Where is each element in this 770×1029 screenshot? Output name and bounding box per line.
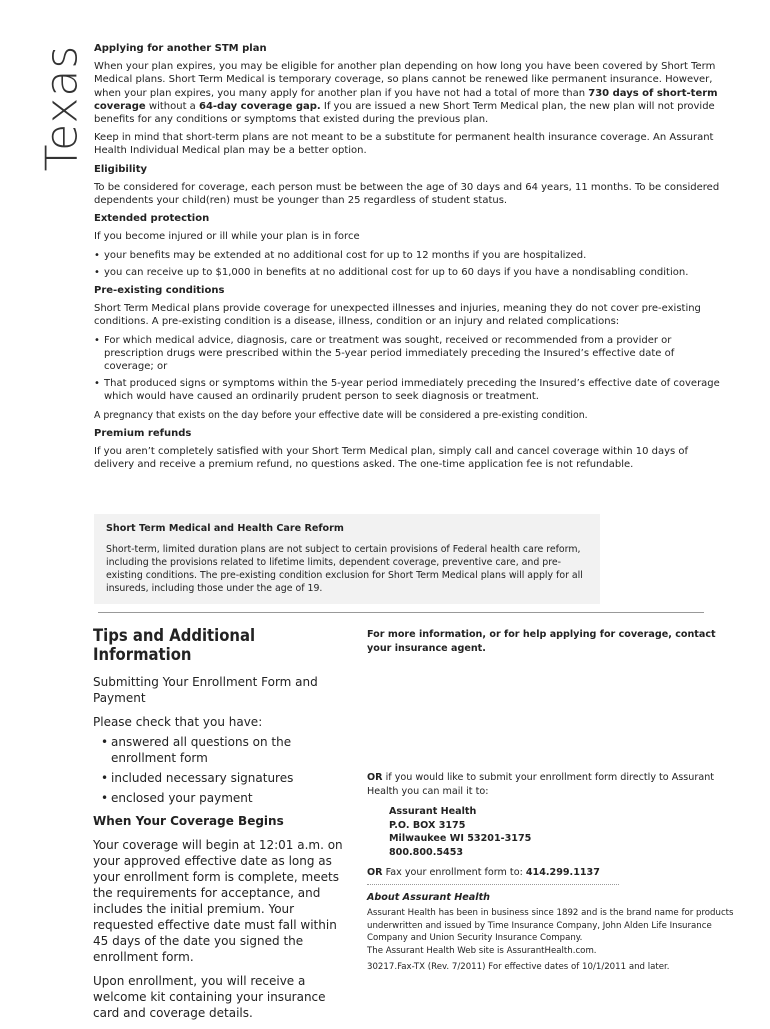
- coverage-paragraph-1: Your coverage will begin at 12:01 a.m. on your approved effective date as long as your enrollment form is complete, meets the requirements for acceptance, and includes the initial premium. Your requested effective date must fall within 45 days of the date you signed the enrollment form.: [93, 838, 343, 964]
- paragraph-refunds: If you aren’t completely satisfied with your Short Term Medical plan, simply call and cancel coverage within 10 days of delivery and receive a premium refund, no questions asked. The one-time application fee is not refundable.: [94, 446, 689, 471]
- list-item: • enclosed your payment: [101, 790, 349, 806]
- check-text: Please check that you have:: [93, 715, 263, 729]
- mailing-address: Assurant Health P.O. BOX 3175 Milwaukee WI 53201-3175 800.800.5453: [389, 806, 532, 858]
- list-item: • answered all questions on the enrollment form: [101, 734, 349, 766]
- heading-another-plan: Applying for another STM plan: [94, 43, 267, 54]
- mail-section: [367, 771, 737, 978]
- reform-heading: Short Term Medical and Health Care Reform: [106, 523, 344, 534]
- paragraph-extended: If you become injured or ill while your plan is in force: [94, 231, 360, 243]
- mail-text: OR if you would like to submit your enrollment form directly to Assurant Health you can mail it to:: [367, 772, 715, 797]
- about-text: Assurant Health has been in business since 1892 and is the brand name for products underwritten and issued by Time Insurance Company, John Alden Life Insurance Company and Union Security Insurance Company. The Assurant Health Web site is AssurantHealth.com.: [367, 908, 734, 956]
- fax-text: OR Fax your enrollment form to: 414.299.1137: [367, 867, 600, 878]
- divider: [98, 612, 704, 613]
- reform-box: [94, 514, 600, 604]
- paragraph-keep-in-mind: Keep in mind that short-term plans are not meant to be a substitute for permanent health insurance coverage. An Assurant Health Individual Medical plan may be a better option.: [94, 132, 714, 157]
- main-column: [94, 42, 726, 476]
- tips-title: Tips and Additional Information: [93, 626, 256, 664]
- paragraph-preexisting: Short Term Medical plans provide coverage for unexpected illnesses and injuries, meaning they do not cover pre-existing conditions. A pre-existing condition is a disease, illness, condition or an injury and related complications:: [94, 303, 701, 328]
- checklist: [101, 734, 349, 806]
- heading-premium-refunds: Premium refunds: [94, 427, 192, 439]
- list-preexisting: [94, 334, 726, 404]
- heading-extended-protection: Extended protection: [94, 213, 210, 225]
- list-item: • your benefits may be extended at no additional cost for up to 12 months if you are hospitalized.: [94, 249, 726, 262]
- list-extended: [94, 249, 726, 279]
- dotted-divider: [367, 884, 619, 885]
- tips-column: [93, 626, 349, 1029]
- heading-eligibility: Eligibility: [94, 163, 148, 175]
- coverage-paragraph-2: Upon enrollment, you will receive a welcome kit containing your insurance card and coverage details.: [93, 974, 326, 1020]
- paragraph-another-plan: When your plan expires, you may be eligible for another plan depending on how long you have been covered by Short Term Medical plans. Short Term Medical is temporary coverage, so plans cannot be renewed like permanent insurance. However, when your plan expires, you many apply for another plan if you have not had a total of more than 730 days of short-term coverage without a 64-day coverage gap. If you are issued a new Short Term Medical plan, the new plan will not provide benefits for any conditions or symptoms that existed during the previous plan.: [94, 61, 718, 126]
- list-item: • For which medical advice, diagnosis, care or treatment was sought, received or recommended from a provider or prescription drugs were prescribed within the 5-year period immediately preceding the Insured’s effective date of coverage; or: [94, 334, 726, 374]
- list-item: • That produced signs or symptoms within the 5-year period immediately preceding the Insured’s effective date of coverage which would have caused an ordinarily prudent person to seek diagnosis or treatment.: [94, 377, 726, 403]
- list-item: • included necessary signatures: [101, 770, 349, 786]
- contact-info: [367, 628, 737, 655]
- form-number: 30217.Fax-TX (Rev. 7/2011) For effective dates of 10/1/2011 and later.: [367, 962, 670, 972]
- about-section: [367, 891, 737, 974]
- coverage-heading: When Your Coverage Begins: [93, 814, 284, 828]
- about-heading: About Assurant Health: [367, 891, 490, 903]
- submitting-heading: Submitting Your Enrollment Form and Payment: [93, 675, 318, 705]
- more-info-text: For more information, or for help applying for coverage, contact your insurance agent.: [367, 629, 716, 654]
- list-item: • you can receive up to $1,000 in benefits at no additional cost for up to 60 days if you have a nondisabling condition.: [94, 266, 726, 279]
- pregnancy-note: A pregnancy that exists on the day before your effective date will be considered a pre-existing condition.: [94, 409, 588, 421]
- reform-text: Short-term, limited duration plans are not subject to certain provisions of Federal health care reform, including the provisions related to lifetime limits, dependent coverage, preventive care, and pre-existing conditions. The pre-existing condition exclusion for Short Term Medical plans will apply for all insureds, including those under the age of 19.: [106, 544, 583, 594]
- paragraph-eligibility: To be considered for coverage, each person must be between the age of 30 days and 64 years, 11 months. To be considered dependents your child(ren) must be younger than 25 regardless of student status.: [94, 181, 720, 207]
- heading-preexisting: Pre-existing conditions: [94, 285, 225, 297]
- texas-side-label: Texas: [36, 44, 88, 172]
